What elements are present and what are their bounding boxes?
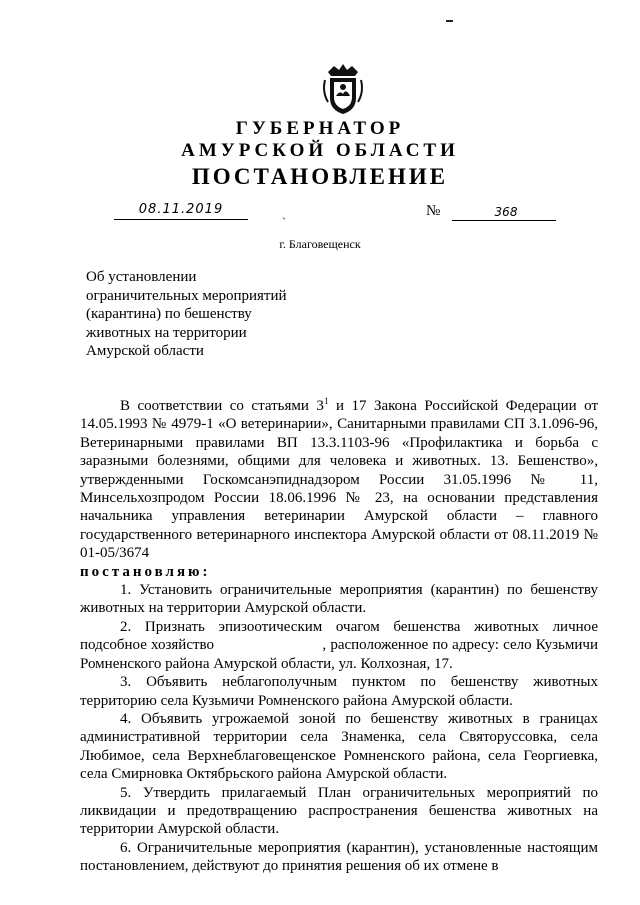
document-number: 368 [494, 205, 518, 219]
document-body [80, 392, 602, 876]
subject-line: ограничительных мероприятий [86, 287, 287, 304]
item-paragraph: 3. Объявить неблагополучным пунктом по бешенству животных территорию села Кузьмичи Ромненского района Амурской области. [80, 674, 598, 709]
header-governor: ГУБЕРНАТОР [235, 118, 405, 139]
item-paragraph: 6. Ограничительные мероприятия (карантин), установленные настоящим постановлением, действуют до принятия решения об их отмене в [80, 839, 598, 875]
issue-city: г. Благовещенск [279, 237, 361, 251]
subject-line: Амурской области [86, 343, 204, 359]
stray-mark: ˎ [282, 206, 286, 220]
document-type-title: ПОСТАНОВЛЕНИЕ [191, 164, 449, 189]
resolve-word: постановляю: [80, 563, 211, 580]
number-sign: № [426, 203, 441, 219]
preamble-paragraph [80, 392, 598, 563]
item-paragraph: 5. Утвердить прилагаемый План ограничительных мероприятий по ликвидации и предотвращению распространения бешенства животных на территории Амурской области. [80, 784, 598, 838]
number-underline [452, 220, 556, 221]
coat-of-arms-emblem [322, 62, 364, 116]
preamble-text-rest: и 17 Закона Российской Федерации от 14.05.1993 № 4979-1 «О ветеринарии», Санитарными правилами СП 3.1.096-96, Ветеринарными правилами ВП 13.3.1103-96 «Профилактика и борьба с заразными болезнями, общими для человека и животных. 13. Бешенство», утвержденными Госкомсанэпиднадзором России 31.05.1996 № 11, Минсельхозпродом России 18.06.1996 № 23, на основании представления начальника управления ветеринарии Амурской области – главного государственного ветеринарного инспектора Амурской области от 08.11.2019 № 01-05/3674 [80, 398, 599, 562]
preamble-text-start: В соответствии со статьями 3 [120, 398, 324, 414]
subject-block [86, 268, 326, 361]
header-region: АМУРСКОЙ ОБЛАСТИ [181, 140, 459, 161]
subject-line: Об установлении [86, 269, 197, 285]
subject-line: (карантина) по бешенству [86, 306, 252, 322]
preamble-superscript: 1 [323, 396, 329, 406]
item-paragraph: 1. Установить ограничительные мероприятия (карантин) по бешенству животных на территории Амурской области. [80, 582, 598, 617]
item-paragraph: 4. Объявить угрожаемой зоной по бешенству животных в границах административной территории села Знаменка, села Святоруссовка, села Любимое, села Верхнеблаговещенское Ромненского района, села Георгиевка, села Смирновка Октябрьского района Амурской области. [80, 710, 598, 783]
item-paragraph: 2. Признать эпизоотическим очагом бешенства животных личное подсобное хозяйство , расположенное по адресу: село Кузьмичи Ромненского района Амурской области, ул. Колхозная, 17. [80, 618, 602, 672]
subject-line: животных на территории [86, 324, 247, 341]
scan-mark [446, 20, 453, 22]
date-underline [114, 219, 248, 220]
document-date: 08.11.2019 [138, 202, 224, 217]
